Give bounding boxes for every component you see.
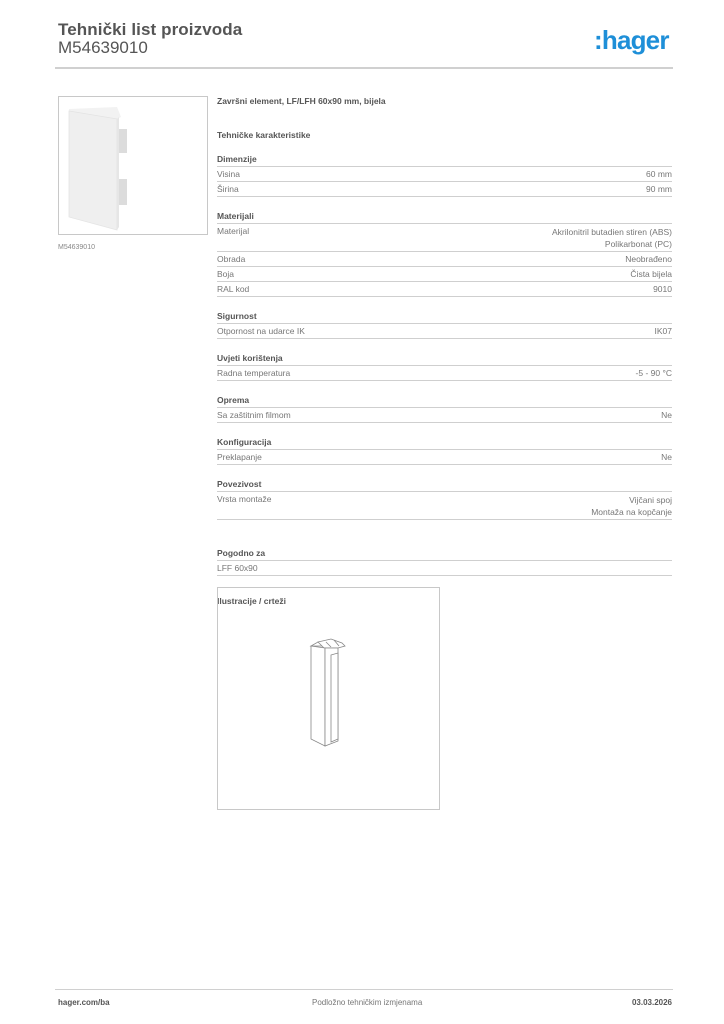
spec-row (217, 182, 672, 197)
product-thumbnail (58, 96, 208, 235)
spec-row (217, 408, 672, 423)
spec-row (217, 267, 672, 282)
header-title: Tehnički list proizvoda (58, 20, 243, 39)
spec-row (217, 366, 672, 381)
section-title: Materijali (217, 211, 672, 224)
section-configuration (217, 437, 672, 465)
product-photo-icon (59, 97, 207, 234)
spec-row (217, 167, 672, 182)
spec-value-line: Montaža na kopčanje (591, 507, 672, 517)
spec-row (217, 282, 672, 297)
spec-label: Materijal (217, 226, 250, 236)
illustration-frame (217, 587, 440, 810)
spec-value (552, 226, 672, 250)
spec-value: Čista bijela (630, 269, 672, 279)
section-title: Pogodno za (217, 548, 672, 561)
spec-value: IK07 (654, 326, 672, 336)
spec-value: Neobrađeno (625, 254, 672, 264)
spec-row (217, 252, 672, 267)
section-equipment (217, 395, 672, 423)
spec-value-line: Polikarbonat (PC) (604, 239, 672, 249)
spec-label: Otpornost na udarce IK (217, 326, 305, 336)
header-divider (55, 67, 673, 69)
footer-notice: Podložno tehničkim izmjenama (312, 998, 423, 1007)
section-title: Uvjeti korištenja (217, 353, 672, 366)
spec-label: Radna temperatura (217, 368, 291, 378)
spec-row (217, 492, 672, 520)
spec-value: 9010 (653, 284, 672, 294)
spec-label: RAL kod (217, 284, 250, 294)
section-title: Povezivost (217, 479, 672, 492)
thumbnail-caption: M54639010 (58, 244, 95, 251)
section-usage-conditions (217, 353, 672, 381)
spec-label: LFF 60x90 (217, 563, 258, 573)
spec-content (217, 96, 672, 608)
section-suitable-for (217, 548, 672, 576)
spec-label: Vrsta montaže (217, 494, 272, 504)
spec-label: Širina (217, 184, 239, 194)
section-dimensions (217, 154, 672, 197)
tech-characteristics-heading: Tehničke karakteristike (217, 130, 311, 140)
spec-value (591, 494, 672, 518)
footer-date: 03.03.2026 (631, 998, 672, 1007)
section-materials (217, 211, 672, 297)
product-name: Završni element, LF/LFH 60x90 mm, bijela (217, 96, 386, 106)
line-drawing-icon (218, 588, 439, 809)
spec-row (217, 450, 672, 465)
spec-label: Obrada (217, 254, 246, 264)
header-product-code: M54639010 (58, 38, 148, 57)
spec-value: 60 mm (646, 169, 672, 179)
footer-website-link[interactable]: hager.com/ba (58, 998, 110, 1007)
spec-label: Sa zaštitnim filmom (217, 410, 291, 420)
spec-value: Ne (661, 452, 672, 462)
spec-label: Boja (217, 269, 235, 279)
section-safety (217, 311, 672, 339)
spec-value: -5 - 90 °C (635, 368, 672, 378)
section-title: Konfiguracija (217, 437, 672, 450)
spec-label: Visina (217, 169, 240, 179)
spec-value-line: Vijčani spoj (629, 495, 672, 505)
illustrations-title: Ilustracije / crteži (217, 596, 286, 606)
hager-logo: :hager (594, 25, 669, 55)
spec-value: 90 mm (646, 184, 672, 194)
spec-label: Preklapanje (217, 452, 262, 462)
footer-divider (55, 989, 673, 990)
section-title: Sigurnost (217, 311, 672, 324)
spec-row (217, 324, 672, 339)
section-title: Dimenzije (217, 154, 672, 167)
spec-row (217, 224, 672, 252)
spec-value: Ne (661, 410, 672, 420)
spec-value-line: Akrilonitril butadien stiren (ABS) (552, 227, 672, 237)
spec-row (217, 561, 672, 576)
section-connectivity (217, 479, 672, 520)
section-title: Oprema (217, 395, 672, 408)
